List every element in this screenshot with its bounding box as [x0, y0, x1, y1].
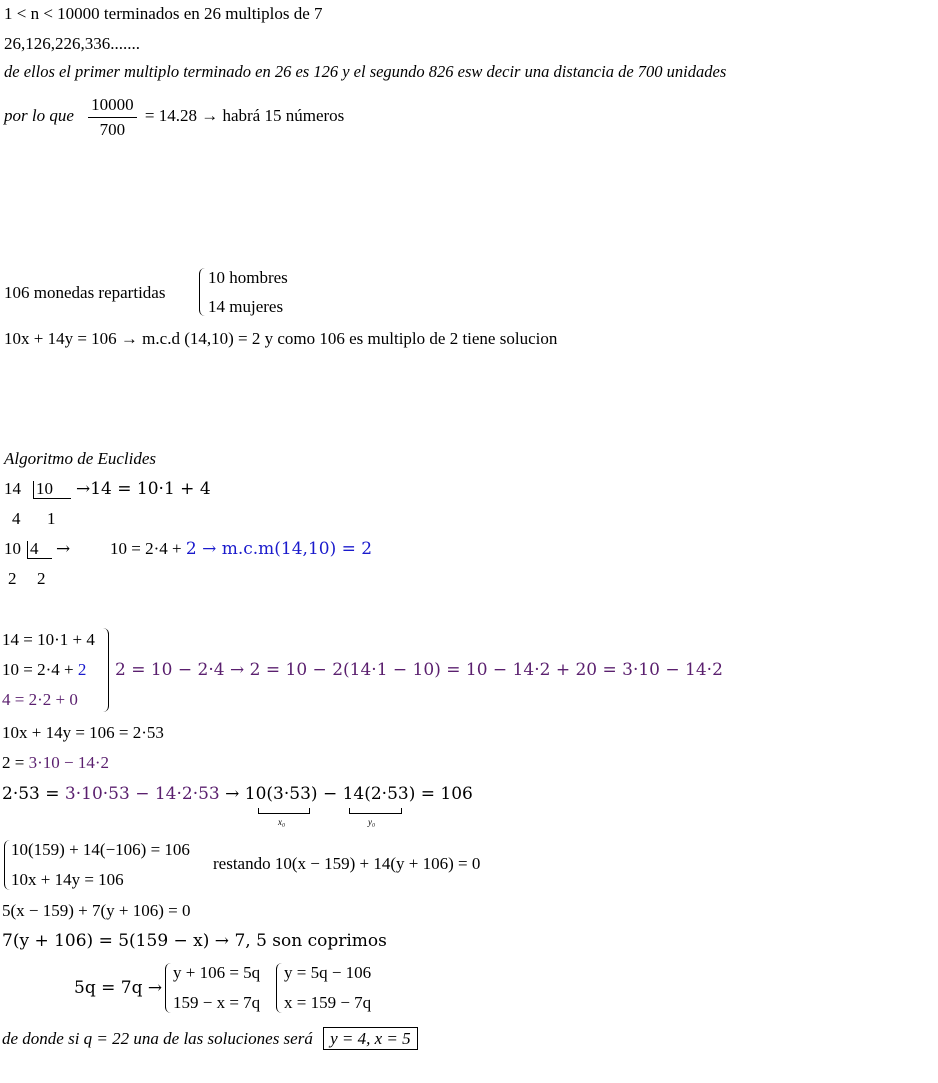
euclid-divisor-2: 4 [30, 539, 39, 558]
final-text: de donde si q = 22 una de las soluciones será [2, 1029, 313, 1048]
general-equation: 10x + 14y = 106 [11, 870, 124, 889]
x-general: x = 159 − 7q [284, 993, 372, 1012]
euclid-step-1: →14 = 10·1 + 4 [76, 479, 211, 499]
gcd-result: 2 → m.c.m(14,10) = 2 [185, 539, 373, 559]
coins-statement: 106 monedas repartidas [4, 283, 166, 302]
equation-1: 14 = 10·1 + 4 [2, 630, 95, 649]
back-substitution-result: 2 = 10 − 2(14·1 − 10) = 10 − 14·2 + 20 = 3·10 − 14·2 [249, 660, 723, 680]
equation-2-text: 10 = 2·4 + [2, 660, 74, 679]
subtraction-step: restando 10(x − 159) + 14(y + 106) = 0 [213, 854, 481, 873]
women-count: 14 mujeres [208, 297, 284, 316]
x0-label: x₀ [278, 817, 286, 827]
boxed-solution: y = 4, x = 5 [323, 1027, 418, 1050]
scaled-rhs: 3·10·53 − 14·2·53 [64, 784, 220, 804]
back-substitution [115, 660, 723, 680]
fraction-numerator: 10000 [88, 95, 137, 118]
bezout-rhs: 3·10 − 14·2 [28, 753, 110, 772]
explanation-line: de ellos el primer multiplo terminado en 26 es 126 y el segundo 826 esw decir una distancia de 700 unidades [4, 62, 727, 81]
parameter-step: 5q = 7q → [74, 978, 163, 998]
particular-solution: 10(159) + 14(−106) = 106 [11, 840, 190, 859]
arrow: → [56, 539, 71, 559]
simplified-equation: 5(x − 159) + 7(y + 106) = 0 [2, 901, 191, 920]
y0-label: y₀ [368, 817, 376, 827]
remainder-highlight: 2 [77, 660, 87, 679]
equation-3: 4 = 2·2 + 0 [2, 690, 78, 709]
euclid-divisor-1: 10 [36, 479, 53, 498]
euclid-dividend-1: 14 [4, 479, 21, 498]
bezout-identity [2, 753, 109, 773]
brace [199, 268, 208, 316]
euclid-remainder-2: 2 [8, 569, 17, 588]
y-general: y = 5q − 106 [284, 963, 372, 982]
conclusion-result: = 14.28 → habrá 15 números [144, 106, 345, 125]
euclid-step-2 [110, 539, 372, 559]
scaled-lhs: 2·53 = [2, 784, 60, 804]
problem-statement: 1 < n < 10000 terminados en 26 multiplos de 7 [4, 4, 323, 23]
underbrace [258, 808, 310, 814]
scaled-result: → 10(3·53) − 14(2·53) = 106 [225, 784, 473, 804]
men-count: 10 hombres [208, 268, 288, 287]
conclusion-prefix: por lo que [4, 106, 74, 125]
y-relation: y + 106 = 5q [173, 963, 261, 982]
back-substitution-start: 2 = 10 − 2·4 → [115, 660, 245, 680]
brace [102, 628, 109, 712]
scaled-identity [2, 784, 473, 804]
conclusion-line [4, 92, 344, 140]
euclid-step-2-text: 10 = 2·4 + [110, 539, 182, 558]
diophantine-equation: 10x + 14y = 106 → m.c.d (14,10) = 2 y como 106 es multiplo de 2 tiene solucion [4, 329, 558, 348]
fraction [88, 95, 137, 140]
underbrace [349, 808, 402, 814]
x-relation: 159 − x = 7q [173, 993, 261, 1012]
sequence-line: 26,126,226,336....... [4, 34, 140, 53]
equation-2 [2, 660, 86, 680]
euclid-quotient-1: 1 [47, 509, 56, 528]
euclid-dividend-2: 10 [4, 539, 21, 558]
coprime-step: 7(y + 106) = 5(159 − x) → 7, 5 son coprimos [2, 931, 387, 951]
final-line [2, 1029, 418, 1049]
fraction-denominator: 700 [99, 119, 126, 139]
bezout-lhs: 2 = [2, 753, 25, 772]
euclid-remainder-1: 4 [12, 509, 21, 528]
euclid-quotient-2: 2 [37, 569, 46, 588]
equation-factored: 10x + 14y = 106 = 2·53 [2, 723, 164, 742]
section-title: Algoritmo de Euclides [4, 449, 157, 468]
